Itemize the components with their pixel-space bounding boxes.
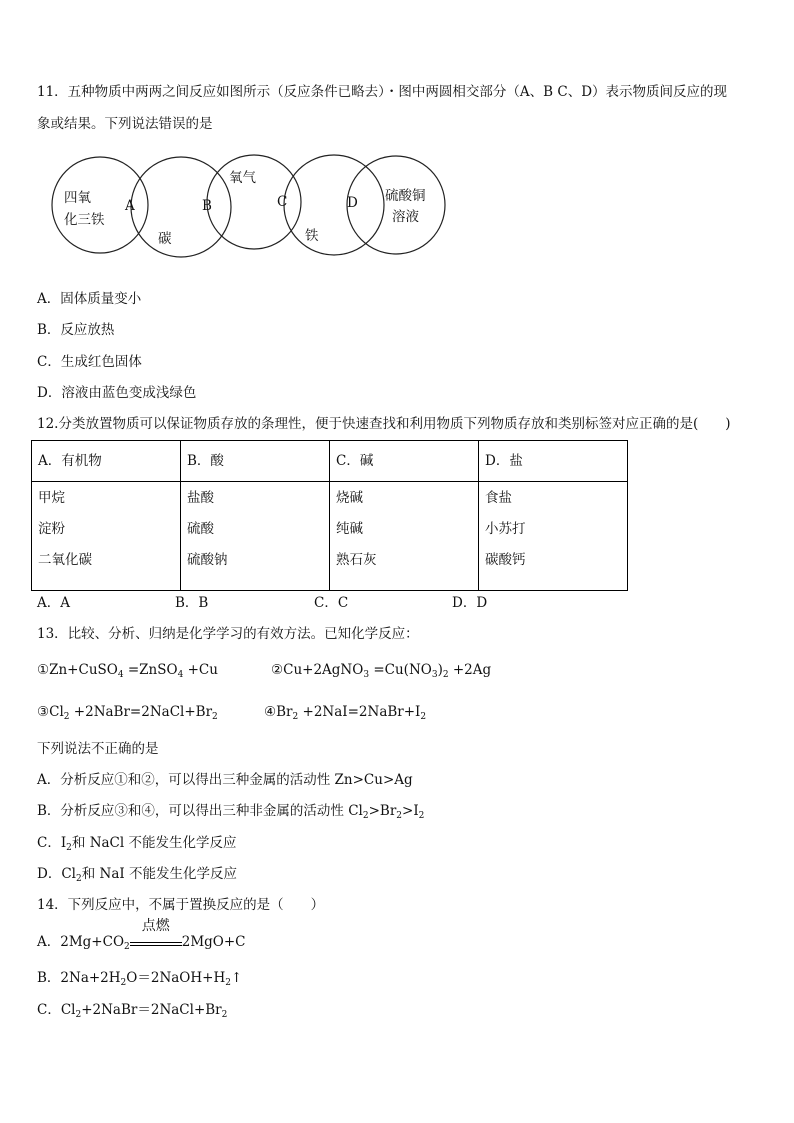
intersect-d-label: D: [347, 195, 358, 211]
q12-option-c: C．C: [314, 595, 349, 611]
q12-header-a: A．有机物: [32, 441, 181, 482]
q13-option-d: D．$Cl_2$和 NaI 不能发生化学反应: [37, 866, 237, 884]
q11-option-b: B．反应放热: [37, 322, 115, 338]
circle4-label: 铁: [305, 228, 319, 244]
q13-option-a: A．分析反应①和②，可以得出三种金属的活动性 Zn>Cu>Ag: [37, 772, 413, 788]
circle-cuso4: [347, 156, 445, 254]
circle1-label-line1: 四氧: [64, 190, 91, 206]
circle2-label: 碳: [158, 231, 172, 247]
q11-option-d: D．溶液由蓝色变成浅绿色: [37, 385, 197, 401]
q12-col-b: [181, 482, 330, 591]
q13-reaction-4: $④Br_2$ $+2NaI=2NaBr+I_2$: [264, 704, 427, 722]
q12-option-a: A．A: [37, 595, 70, 611]
table-cell: 二氧化碳: [38, 552, 92, 568]
q12-col-a: [32, 482, 181, 591]
q14-option-c: C．$Cl_2+2NaBr=2NaCl+Br_2$: [37, 1002, 228, 1020]
circle-iron: [284, 155, 384, 255]
circle5-label-line2: 溶液: [392, 209, 419, 225]
reaction-condition-arrow: [130, 918, 182, 946]
q14-option-b: B．$2Na+2H_2O=2NaOH+H_2↑$: [37, 970, 243, 988]
circle1-label-line2: 化三铁: [64, 212, 105, 228]
q13-question: 下列说法不正确的是: [37, 741, 159, 757]
q11-stem-line1: 11．五种物质中两两之间反应如图所示（反应条件已略去）・图中两圆相交部分（A、B C、D）表示物质间反应的现: [37, 84, 728, 100]
table-cell: 硫酸: [187, 521, 214, 537]
condition-ignite: 点燃: [141, 918, 170, 934]
circle3-label: 氧气: [229, 170, 256, 186]
q13-reaction-3: $③Cl_2$ $+2NaBr=2NaCl+Br_2$: [37, 704, 218, 722]
q11-venn-diagram: [44, 153, 454, 263]
table-cell: 硫酸钠: [187, 552, 228, 568]
intersect-c-label: C: [277, 194, 288, 210]
q12-classification-table: [31, 440, 628, 591]
q11-stem-line2: 象或结果。下列说法错误的是: [37, 116, 213, 132]
q12-option-d: D．D: [452, 595, 488, 611]
q14-option-a: A．$2Mg+CO_2$ 点燃 2MgO+C: [37, 918, 246, 952]
table-cell: 烧碱: [336, 490, 363, 506]
table-cell: 小苏打: [485, 521, 526, 537]
table-cell: 食盐: [485, 490, 512, 506]
q12-header-d: D．盐: [479, 441, 628, 482]
q13-option-b: B．分析反应③和④，可以得出三种非金属的活动性 $Cl_2>Br_2>I_2$: [37, 803, 425, 821]
q11-option-c: C．生成红色固体: [37, 354, 142, 370]
q12-stem: 12.分类放置物质可以保证物质存放的条理性，便于快速查找和利用物质下列物质存放和类别标签对应正确的是( ): [37, 416, 731, 432]
q12-header-c: C．碱: [330, 441, 479, 482]
q13-reaction-1: ①Zn+CuSO$_4$ =ZnSO$_4$ +Cu: [37, 662, 218, 680]
table-cell: 纯碱: [336, 521, 363, 537]
q13-stem: 13．比较、分析、归纳是化学学习的有效方法。已知化学反应：: [37, 626, 419, 642]
table-cell: 淀粉: [38, 521, 65, 537]
q11-option-a: A．固体质量变小: [37, 291, 142, 307]
q12-option-b: B．B: [175, 595, 209, 611]
intersect-a-label: A: [125, 198, 135, 214]
table-cell: 甲烷: [38, 490, 65, 506]
q12-col-d: [479, 482, 628, 591]
q12-header-b: B．酸: [181, 441, 330, 482]
table-cell: 盐酸: [187, 490, 214, 506]
table-cell: 碳酸钙: [485, 552, 526, 568]
intersect-b-label: B: [202, 198, 212, 214]
q13-option-c: C．$I_2$和 NaCl 不能发生化学反应: [37, 835, 237, 853]
q14-stem: 14．下列反应中，不属于置换反应的是（ ）: [37, 897, 325, 913]
circle5-label-line1: 硫酸铜: [385, 188, 426, 204]
table-cell: 熟石灰: [336, 552, 377, 568]
q13-reaction-2: ②Cu+2AgNO$_3$ $=Cu(NO_3)_2 +2Ag$: [271, 662, 492, 680]
q12-col-c: [330, 482, 479, 591]
circle-carbon: [131, 157, 231, 257]
